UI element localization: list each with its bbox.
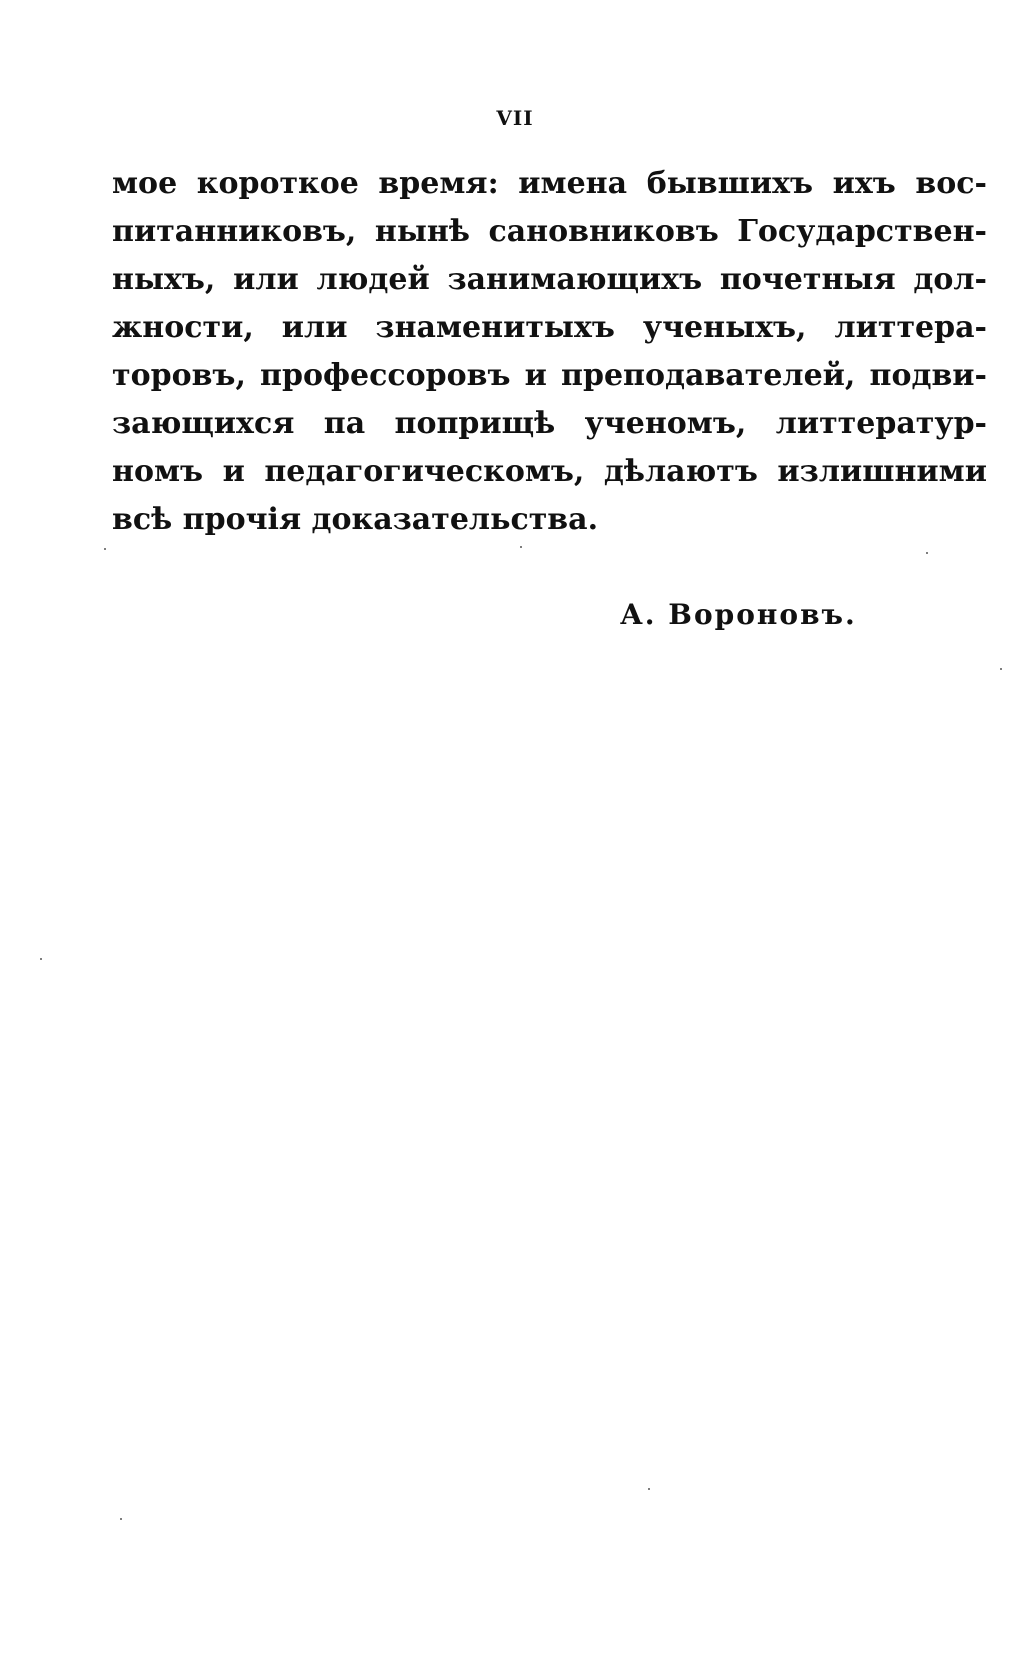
scan-speck bbox=[104, 548, 106, 550]
text-line: мое короткое время: имена бывшихъ ихъ вос- bbox=[112, 166, 987, 201]
text-line: номъ и педагогическомъ, дѣлаютъ излишними bbox=[112, 454, 987, 489]
page-number: VII bbox=[496, 106, 534, 130]
text-line: жности, или знаменитыхъ ученыхъ, литтера- bbox=[112, 310, 987, 345]
text-line: зающихся па поприщѣ ученомъ, литтератур- bbox=[112, 406, 987, 441]
author-signature: А. Вороновъ. bbox=[620, 598, 857, 631]
scan-speck bbox=[120, 1518, 122, 1520]
scan-speck bbox=[648, 1488, 650, 1490]
body-paragraph bbox=[112, 160, 987, 544]
scan-speck bbox=[926, 552, 928, 554]
scan-speck bbox=[1000, 668, 1002, 670]
scan-speck bbox=[40, 958, 42, 960]
text-line: питанниковъ, нынѣ сановниковъ Государствен- bbox=[112, 214, 987, 249]
text-line: всѣ прочія доказательства. bbox=[112, 502, 599, 537]
text-line: торовъ, профессоровъ и преподавателей, подви- bbox=[112, 358, 987, 393]
text-line: ныхъ, или людей занимающихъ почетныя дол- bbox=[112, 262, 987, 297]
scan-speck bbox=[520, 546, 522, 548]
